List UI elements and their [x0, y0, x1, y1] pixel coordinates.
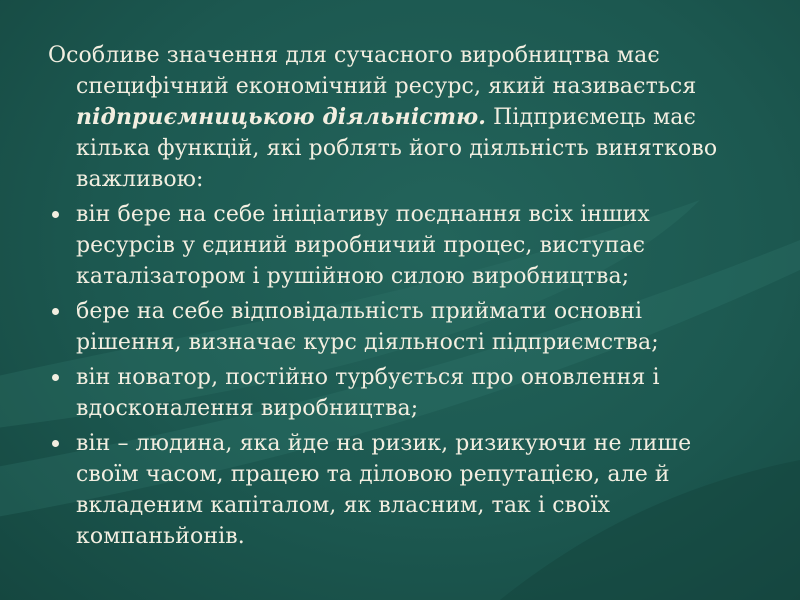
bullet-dot-icon: [52, 211, 59, 218]
list-item: [48, 199, 753, 292]
slide-content: [48, 40, 753, 556]
list-item-text: він бере на себе ініціативу поєднання всіх інших ресурсів у єдиний виробничий процес, виступає каталізатором і рушійною силою виробництва;: [76, 202, 650, 289]
intro-text-before: специфічний економічний ресурс, який називається: [76, 74, 697, 99]
bullet-dot-icon: [52, 308, 59, 315]
bullet-dot-icon: [52, 374, 59, 381]
list-item: [48, 296, 753, 358]
intro-continuation: [48, 71, 753, 195]
list-item-text: бере на себе відповідальність приймати основні рішення, визначає курс діяльності підприємства;: [76, 299, 659, 355]
list-item-text: він – людина, яка йде на ризик, ризикуючи не лише своїм часом, працею та діловою репутацією, але й вкладеним капіталом, як власним, так і своїх компаньйонів.: [76, 431, 692, 549]
function-list: [48, 199, 753, 552]
intro-paragraph: [48, 40, 753, 195]
list-item: [48, 428, 753, 552]
key-term: підприємницькою діяльністю.: [76, 104, 487, 130]
list-item-text: він новатор, постійно турбується про оновлення і вдосконалення виробництва;: [76, 365, 660, 421]
intro-first-line: Особливе значення для сучасного виробництва має: [48, 43, 660, 68]
intro-text-after: Підприємець має кілька функцій, які роблять його діяльність винятково важливою:: [76, 105, 718, 192]
list-item: [48, 362, 753, 424]
bullet-dot-icon: [52, 440, 59, 447]
